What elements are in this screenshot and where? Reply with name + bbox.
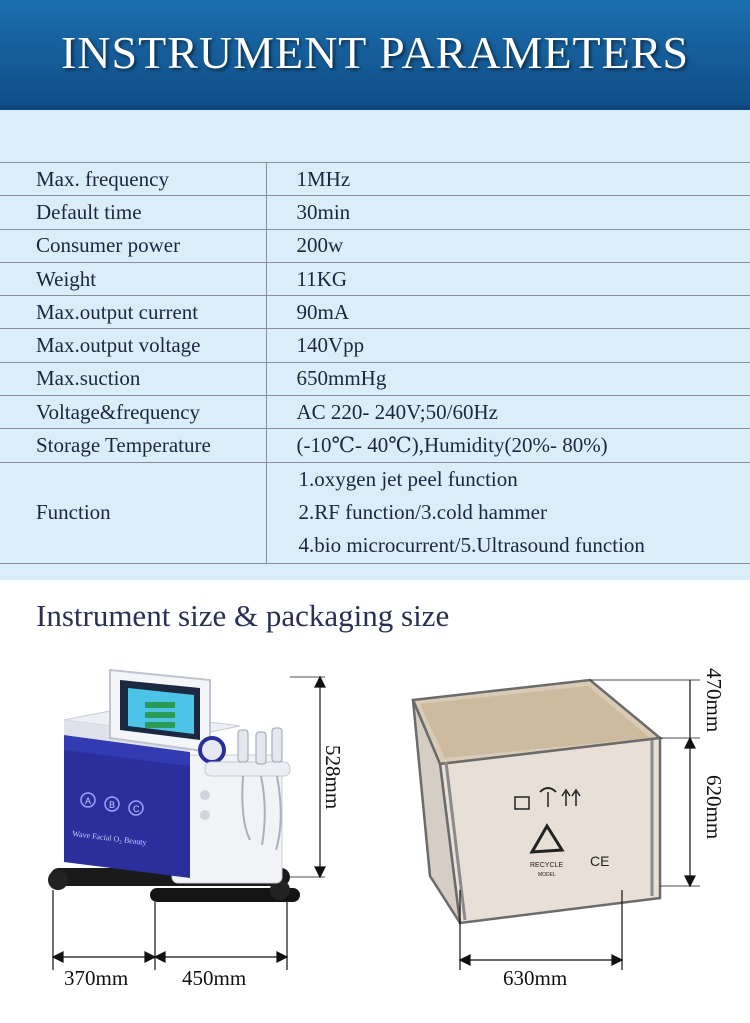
param-label: Default time [0,196,266,229]
param-label: Max.output current [0,296,266,329]
param-value: 140Vpp [266,329,750,362]
box-width-label: 630mm [503,966,568,990]
function-values [266,462,750,563]
param-value: 11KG [266,262,750,295]
param-label: Storage Temperature [0,429,266,462]
param-value: 30min [266,196,750,229]
button-letter: B [109,800,116,810]
table-row [0,163,750,196]
box-depth-label: 470mm [702,668,726,733]
param-label: Voltage&frequency [0,396,266,429]
button-letter: A [85,796,92,806]
machine-image [48,670,300,902]
param-value: (-10℃- 40℃),Humidity(20%- 80%) [266,429,750,462]
table-row [0,396,750,429]
param-label: Max.suction [0,362,266,395]
function-line: 4.bio microcurrent/5.Ultrasound function [298,533,645,558]
param-value: 200w [266,229,750,262]
parameters-table [0,162,750,564]
page-title: INSTRUMENT PARAMETERS [60,27,690,78]
function-row [0,462,750,563]
machine-height-label: 528mm [321,745,345,810]
ce-mark: CE [590,853,610,869]
table-row [0,362,750,395]
param-value: 90mA [266,296,750,329]
size-section-heading: Instrument size & packaging size [36,598,450,633]
table-row [0,429,750,462]
machine-badge: Wave Facial O₂ Beauty [71,829,148,848]
model-label: MODEL [538,872,556,878]
box-height-label: 620mm [702,775,726,840]
table-row [0,329,750,362]
button-letter: C [133,804,140,814]
param-label: Max. frequency [0,163,266,196]
param-value: 1MHz [266,163,750,196]
panel-spacer [0,110,750,163]
table-row [0,229,750,262]
param-label: Weight [0,262,266,295]
header-banner [0,0,750,110]
table-row [0,296,750,329]
recycle-label: RECYCLE [530,862,564,869]
function-label: Function [0,462,266,563]
machine-depth-label: 370mm [64,966,129,990]
machine-width-label: 450mm [182,966,247,990]
param-value: AC 220- 240V;50/60Hz [266,396,750,429]
function-line: 1.oxygen jet peel function [298,466,518,491]
param-label: Max.output voltage [0,329,266,362]
crate-image [413,680,660,923]
function-line: 2.RF function/3.cold hammer [298,499,547,524]
table-row [0,262,750,295]
param-value: 650mmHg [266,362,750,395]
table-row [0,196,750,229]
param-label: Consumer power [0,229,266,262]
